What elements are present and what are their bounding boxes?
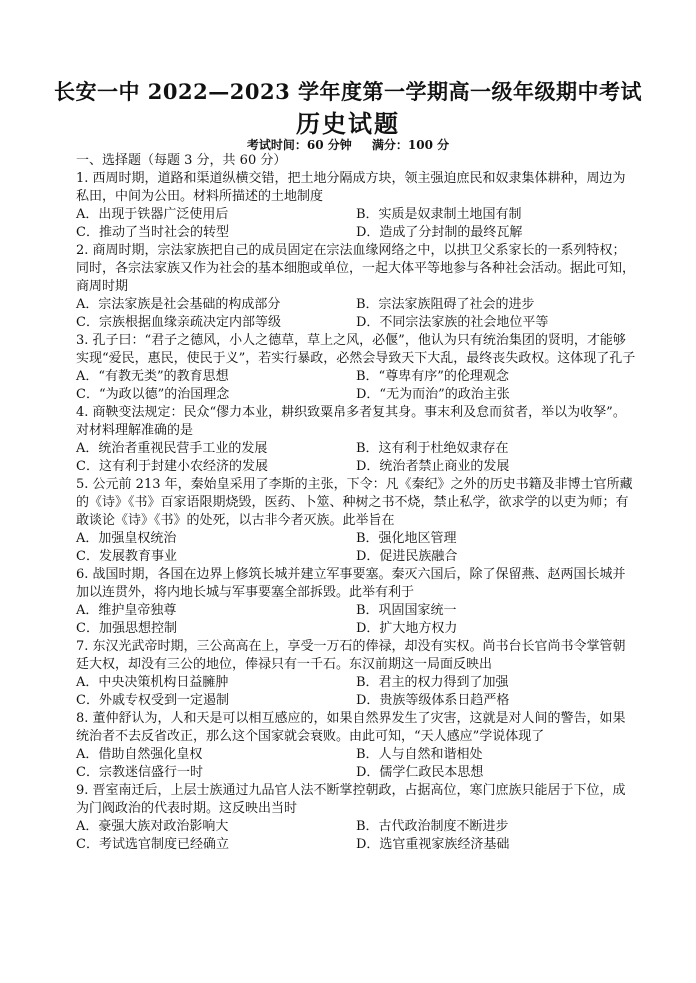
option-c: C．宗教迷信盛行一时 [76, 765, 203, 780]
question-options-1 [76, 206, 636, 242]
option-a: A．借助自然强化皇权 [76, 747, 203, 762]
option-a: A．豪强大族对政治影响大 [76, 819, 229, 834]
option-b: B．“尊卑有序”的伦理观念 [356, 369, 509, 384]
option-d: D．贵族等级体系日趋严格 [356, 693, 510, 708]
question-stem-1: 1. 西周时期，道路和渠道纵横交错，把土地分隔成方块，领主强迫庶民和奴隶集体耕种，周边为私田，中间为公田。材料所描述的土地制度 [76, 171, 626, 204]
option-c: C．推动了当时社会的转型 [76, 225, 229, 240]
option-d: D．不同宗法家族的社会地位平等 [356, 315, 549, 330]
question-stem-3: 3. 孔子曰：“君子之德风，小人之德草，草上之风，必偃”，他认为只有统治集团的贤明，才能够实现“爱民，惠民，使民于义”，若实行暴政，必然会导致天下大乱，最终丧失政权。这体现了孔子 [76, 333, 636, 366]
exam-meta [0, 136, 696, 153]
option-a: A．维护皇帝独尊 [76, 603, 177, 618]
option-d: D．统治者禁止商业的发展 [356, 459, 510, 474]
exam-title: 长安一中 2022—2023 学年度第一学期高一级年级期中考试 [53, 79, 642, 104]
option-c: C．这有利于封建小农经济的发展 [76, 459, 268, 474]
option-b: B．巩固国家统一 [356, 603, 457, 618]
question-options-5 [76, 530, 636, 566]
exam-time: 考试时间：60 分钟 [246, 138, 352, 152]
question-stem-8: 8. 董仲舒认为，人和天是可以相互感应的，如果自然界发生了灾害，这就是对人间的警告，如果统治者不去反省改正，那么这个国家就会衰败。由此可知，“天人感应”学说体现了 [76, 711, 626, 744]
option-d: D．儒学仁政民本思想 [356, 765, 484, 780]
question-options-9 [76, 818, 636, 854]
question-options-4 [76, 440, 636, 476]
section-heading: 一、选择题（每题 3 分，共 60 分） [76, 153, 287, 168]
option-d: D．选官重视家族经济基础 [356, 837, 510, 852]
option-a: A．加强皇权统治 [76, 531, 177, 546]
option-b: B．古代政治制度不断进步 [356, 819, 509, 834]
option-a: A．宗法家族是社会基础的构成部分 [76, 297, 281, 312]
option-b: B．强化地区管理 [356, 531, 457, 546]
option-a: A．统治者重视民营手工业的发展 [76, 441, 268, 456]
question-stem-4: 4. 商鞅变法规定：民众“僇力本业，耕织致粟帛多者复其身。事末利及怠而贫者，举以为收孥”。对材料理解准确的是 [76, 405, 626, 438]
question-options-7 [76, 674, 636, 710]
option-c: C．宗族根据血缘亲疏决定内部等级 [76, 315, 281, 330]
option-c: C．“为政以德”的治国理念 [76, 387, 230, 402]
exam-score: 满分：100 分 [371, 138, 450, 152]
option-c: C．加强思想控制 [76, 621, 177, 636]
option-d: D．扩大地方权力 [356, 621, 458, 636]
option-b: B．人与自然和谐相处 [356, 747, 483, 762]
exam-subtitle: 历史试题 [296, 109, 400, 138]
question-list [76, 152, 636, 854]
question-stem-6: 6. 战国时期，各国在边界上修筑长城并建立军事要塞。秦灭六国后，除了保留燕、赵两国长城并加以连贯外，将内地长城与军事要塞全部拆毁。此举有利于 [76, 567, 626, 600]
option-d: D．造成了分封制的最终瓦解 [356, 225, 523, 240]
question-options-6 [76, 602, 636, 638]
question-options-2 [76, 296, 636, 332]
option-b: B．实质是奴隶制土地国有制 [356, 207, 522, 222]
option-c: C．外戚专权受到一定遏制 [76, 693, 229, 708]
option-b: B．这有利于杜绝奴隶存在 [356, 441, 509, 456]
question-stem-5: 5. 公元前 213 年，秦始皇采用了李斯的主张，下令：凡《秦纪》之外的历史书籍及非博士官所藏的《诗》《书》百家语限期烧毁，医药、卜筮、种树之书不烧，禁止私学，欲求学的以吏为师；有敢谈论《诗》《书》的处死，以古非今者灭族。此举旨在 [76, 477, 633, 528]
option-c: C．发展教育事业 [76, 549, 177, 564]
question-stem-9: 9. 晋室南迁后，上层士族通过九品官人法不断掌控朝政，占据高位，寒门庶族只能居于下位，成为门阀政治的代表时期。这反映出当时 [76, 783, 626, 816]
option-b: B．宗法家族阻碍了社会的进步 [356, 297, 535, 312]
option-c: C．考试选官制度已经确立 [76, 837, 229, 852]
question-options-3 [76, 368, 636, 404]
question-options-8 [76, 746, 636, 782]
option-a: A．出现于铁器广泛使用后 [76, 207, 229, 222]
option-a: A．中央决策机构日益臃肿 [76, 675, 229, 690]
question-stem-2: 2. 商周时期，宗法家族把自己的成员固定在宗法血缘网络之中，以拱卫父系家长的一系列特权；同时，各宗法家族又作为社会的基本细胞或单位，一起大体平等地参与各种社会活动。据此可知，商周时期 [76, 243, 636, 294]
option-d: D．“无为而治”的政治主张 [356, 387, 510, 402]
option-d: D．促进民族融合 [356, 549, 458, 564]
option-a: A．“有教无类”的教育思想 [76, 369, 229, 384]
question-stem-7: 7. 东汉光武帝时期，三公高高在上，享受一万石的俸禄，却没有实权。尚书台长官尚书令掌管朝廷大权，却没有三公的地位，俸禄只有一千石。东汉前期这一局面反映出 [76, 639, 626, 672]
option-b: B．君主的权力得到了加强 [356, 675, 509, 690]
